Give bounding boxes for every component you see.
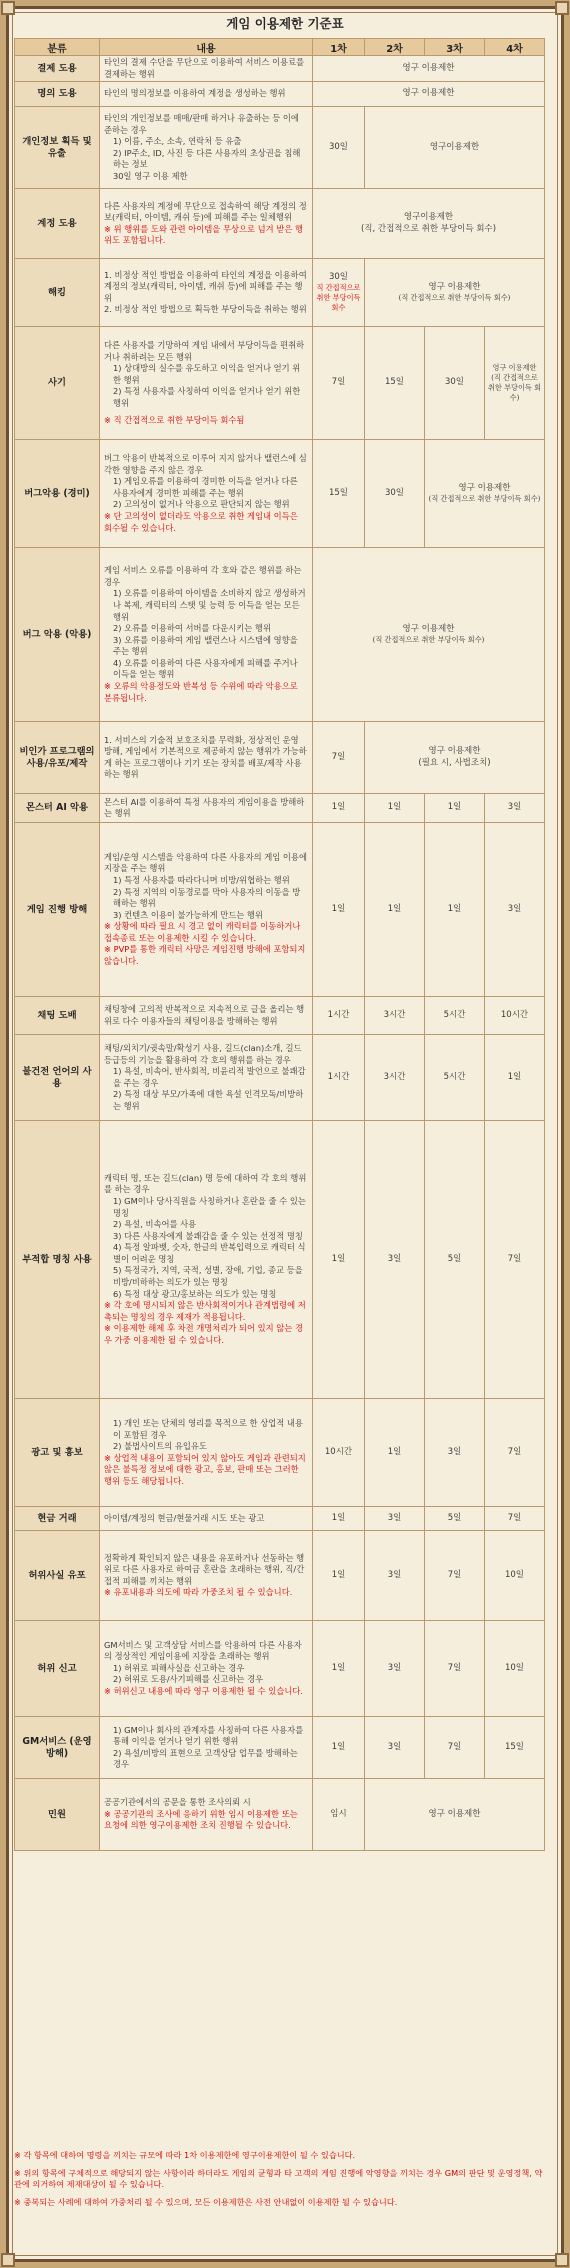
penalty-2nd: 3일 bbox=[365, 1621, 425, 1717]
penalty-3rd: 1일 bbox=[425, 823, 485, 997]
penalty-rest: 영구이용제한 bbox=[365, 107, 545, 189]
penalty-rest: 영구 이용제한 bbox=[365, 1779, 545, 1851]
table-row bbox=[15, 1621, 545, 1717]
penalty-4th: 7일 bbox=[485, 1399, 545, 1507]
penalty-4th: 7일 bbox=[485, 1121, 545, 1399]
row-category: 개인정보 획득 및 유출 bbox=[15, 107, 100, 189]
penalty-1st: 1일 bbox=[313, 1621, 365, 1717]
row-category: 허위 신고 bbox=[15, 1621, 100, 1717]
penalty-2nd: 3일 bbox=[365, 1121, 425, 1399]
row-category: 게임 진행 방해 bbox=[15, 823, 100, 997]
row-description: 게임/운영 시스템을 악용하여 다른 사용자의 게임 이용에 지장을 주는 행위 1) 특정 사용자를 따라다니며 비방/위협하는 행위 2) 특정 지역의 이동경로를 막아 사용자의 이동을 방해하는 행위 3) 컨텐츠 이용이 불가능하게 만드는 행위 ※ 상황에 따라 필요 시 경고 없이 캐릭터를 이동하거나 접속종료 또는 이용제한 시킬 수 있습니다. ※ PVP를 통한 캐릭터 사망은 게임진행 방해에 포함되지 않습니다. bbox=[100, 823, 313, 997]
row-description: 버그 악용이 반복적으로 이루어 지지 않거나 밸런스에 심각한 영향을 주지 않은 경우 1) 게임오류를 이용하여 경미한 이득을 얻거나 다른 사용자에게 경미한 피해를 주는 행위 2) 고의성이 없거나 악용으로 판단되지 않는 행위 ※ 단 고의성이 없더라도 악용으로 취한 게임내 이득은 회수될 수 있습니다. bbox=[100, 440, 313, 548]
penalty-4th: 10일 bbox=[485, 1621, 545, 1717]
penalty-1st: 10시간 bbox=[313, 1399, 365, 1507]
row-description: 타인의 명의정보를 이용하여 계정을 생성하는 행위 bbox=[100, 82, 313, 107]
penalty-4th: 3일 bbox=[485, 823, 545, 997]
header-4th: 4차 bbox=[485, 39, 545, 56]
row-category: 명의 도용 bbox=[15, 82, 100, 107]
penalty-3rd: 5시간 bbox=[425, 997, 485, 1035]
row-description: 채팅/외치기/귓속말/확성기 사용, 길드(clan)소개, 길드등급등의 기능을 활용하여 각 호의 행위를 하는 경우 1) 욕설, 비속어, 반사회적, 비윤리적 발언으로 불쾌감을 주는 경우 2) 특정 대상 부모/가족에 대한 욕설 인격모독/비방하는 행위 bbox=[100, 1035, 313, 1121]
penalty-3rd: 30일 bbox=[425, 327, 485, 440]
table-row bbox=[15, 1035, 545, 1121]
row-category: 버그 악용 (악용) bbox=[15, 548, 100, 722]
row-description: GM서비스 및 고객상담 서비스를 악용하여 다른 사용자의 정상적인 게임이용에 지장을 초래하는 행위 1) 허위로 피해사실을 신고하는 경우 2) 허위로 도용/사기피해를 신고하는 경우 ※ 허위신고 내용에 따라 영구 이용제한 될 수 있습니다. bbox=[100, 1621, 313, 1717]
table-row bbox=[15, 440, 545, 548]
page-title: 게임 이용제한 기준표 bbox=[226, 16, 344, 31]
row-category: 사기 bbox=[15, 327, 100, 440]
penalty-1st: 1일 bbox=[313, 823, 365, 997]
penalty-2nd: 3일 bbox=[365, 1507, 425, 1531]
row-category: 부적합 명칭 사용 bbox=[15, 1121, 100, 1399]
penalty-1st: 1일 bbox=[313, 1717, 365, 1779]
row-description: 다른 사용자를 기망하여 게임 내에서 부당이득을 편취하거나 취하려는 모든 행위 1) 상대방의 실수를 유도하고 이익을 얻거나 얻기 위한 행위 2) 특정 사용자를 사칭하여 이익을 얻거나 얻기 위한 행위 ※ 직 간접적으로 취한 부당이득 회수됨 bbox=[100, 327, 313, 440]
row-category: 광고 및 홍보 bbox=[15, 1399, 100, 1507]
row-description: 아이템/계정의 현금/현물거래 시도 또는 광고 bbox=[100, 1507, 313, 1531]
penalty-1st: 30일 bbox=[313, 107, 365, 189]
penalty-1st: 임시 bbox=[313, 1779, 365, 1851]
restriction-table bbox=[14, 38, 545, 1851]
row-category: 불건전 언어의 사용 bbox=[15, 1035, 100, 1121]
penalty-rest: 영구 이용제한 (직 간접적으로 취한 부당이득 회수) bbox=[425, 440, 545, 548]
row-description: 정확하게 확인되지 않은 내용을 유포하거나 선동하는 행위로 다른 사용자로 하여금 혼란을 초래하는 행위, 직/간접적 피해를 끼치는 행위 ※ 유포내용과 의도에 따라 가중조치 될 수 있습니다. bbox=[100, 1531, 313, 1621]
penalty-1st: 7일 bbox=[313, 722, 365, 794]
row-category: GM서비스 (운영방해) bbox=[15, 1717, 100, 1779]
penalty-3rd: 5일 bbox=[425, 1507, 485, 1531]
penalty-3rd: 1일 bbox=[425, 794, 485, 823]
row-category: 비인가 프로그램의 사용/유포/제작 bbox=[15, 722, 100, 794]
penalty-4th: 10시간 bbox=[485, 997, 545, 1035]
row-category: 허위사실 유포 bbox=[15, 1531, 100, 1621]
penalty-3rd: 5시간 bbox=[425, 1035, 485, 1121]
penalty-2nd: 30일 bbox=[365, 440, 425, 548]
table-row bbox=[15, 823, 545, 997]
header-3rd: 3차 bbox=[425, 39, 485, 56]
row-description: 게임 서비스 오류를 이용하여 각 호와 같은 행위를 하는 경우 1) 오류를 이용하여 아이템을 소비하지 않고 생성하거나 복제, 캐릭터의 스탯 및 능력 등 이득을 얻는 모든 행위 2) 오류를 이용하여 서버를 다운시키는 행위 3) 오류를 이용하여 게임 밸런스나 시스템에 영향을 주는 행위 4) 오류를 이용하여 다른 사용자에게 피해를 주거나 이득을 얻는 행위 ※ 오류의 악용정도와 반복성 등 수위에 따라 악용으로 분류됩니다. bbox=[100, 548, 313, 722]
penalty-2nd: 1일 bbox=[365, 794, 425, 823]
table-row bbox=[15, 189, 545, 259]
row-description: 타인의 개인정보를 매매/판매 하거나 유출하는 등 이에 준하는 경우 1) 이름, 주소, 소속, 연락처 등 유출 2) IP주소, ID, 사진 등 다른 사용자의 초상권을 침해하는 정보 30일 영구 이용 제한 bbox=[100, 107, 313, 189]
penalty-1st: 1일 bbox=[313, 1531, 365, 1621]
penalty-3rd: 7일 bbox=[425, 1717, 485, 1779]
penalty-1st: 1시간 bbox=[313, 997, 365, 1035]
table-row bbox=[15, 327, 545, 440]
table-header-row bbox=[15, 39, 545, 56]
row-category: 결제 도용 bbox=[15, 56, 100, 82]
row-description: 몬스터 AI를 이용하여 특정 사용자의 게임이용을 방해하는 행위 bbox=[100, 794, 313, 823]
penalty-2nd: 3시간 bbox=[365, 1035, 425, 1121]
penalty-2nd: 1일 bbox=[365, 823, 425, 997]
penalty-1st: 30일 직 간접적으로 취한 부당이득 회수 bbox=[313, 259, 365, 327]
table-row bbox=[15, 1507, 545, 1531]
row-description: 캐릭터 명, 또는 길드(clan) 명 등에 대하여 각 호의 행위를 하는 경우 1) GM이나 당사직원을 사칭하거나 혼란을 줄 수 있는 명칭 2) 욕설, 비속어를 사용 3) 다른 사용자에게 불쾌감을 줄 수 있는 선정적 명칭 4) 특정 알파벳, 숫자, 한글의 반복입력으로 캐릭터 식별이 어려운 명칭 5) 특정국가, 지역, 국적, 성별, 장애, 기업, 종교 등을 비방/비하하는 의도가 있는 명칭 6) 특정 대상 광고/홍보하는 의도가 있는 명칭 ※ 각 호에 명시되지 않은 반사회적이거나 관계법령에 저촉되는 명칭의 경우 제재가 적용됩니다. ※ 이용제한 해제 후 차전 개명처리가 되어 있지 않는 경우 가중 이용제한 될 수 있습니다. bbox=[100, 1121, 313, 1399]
table-row bbox=[15, 82, 545, 107]
header-category: 분류 bbox=[15, 39, 100, 56]
row-category: 현금 거래 bbox=[15, 1507, 100, 1531]
penalty-4th: 7일 bbox=[485, 1507, 545, 1531]
penalty-3rd: 3일 bbox=[425, 1399, 485, 1507]
row-category: 채팅 도배 bbox=[15, 997, 100, 1035]
penalty-rest: 영구 이용제한 (필요 시, 사법조치) bbox=[365, 722, 545, 794]
corner-ornament bbox=[555, 2253, 569, 2267]
footnote: ※ 각 항목에 대하여 명령을 끼치는 규모에 따라 1차 이용제한에 영구이용제한이 될 수 있습니다. bbox=[14, 2150, 356, 2160]
penalty-1st: 1일 bbox=[313, 794, 365, 823]
penalty-2nd: 3시간 bbox=[365, 997, 425, 1035]
penalty-cell: 영구 이용제한 bbox=[313, 82, 545, 107]
penalty-1st: 1일 bbox=[313, 1121, 365, 1399]
penalty-1st: 1시간 bbox=[313, 1035, 365, 1121]
table-row bbox=[15, 1399, 545, 1507]
penalty-2nd: 3일 bbox=[365, 1717, 425, 1779]
header-2nd: 2차 bbox=[365, 39, 425, 56]
table-row bbox=[15, 259, 545, 327]
penalty-3rd: 7일 bbox=[425, 1621, 485, 1717]
row-description: 1. 비정상 적인 방법을 이용하여 타인의 계정을 이용하여 계정의 정보(캐릭터, 아이템, 캐쉬 등)에 피해를 주는 행위 2. 비정상 적인 방법으로 획득한 부당이득을 취하는 행위 bbox=[100, 259, 313, 327]
corner-ornament bbox=[1, 2253, 15, 2267]
table-row bbox=[15, 722, 545, 794]
row-category: 민원 bbox=[15, 1779, 100, 1851]
penalty-3rd: 5일 bbox=[425, 1121, 485, 1399]
penalty-1st: 1일 bbox=[313, 1507, 365, 1531]
table-row bbox=[15, 107, 545, 189]
penalty-cell: 영구이용제한 (직, 간접적으로 취한 부당이득 회수) bbox=[313, 189, 545, 259]
table-row bbox=[15, 1531, 545, 1621]
penalty-4th: 영구 이용제한 (직 간접적으로 취한 부당이득 회수) bbox=[485, 327, 545, 440]
row-description: 1) 개인 또는 단체의 영리를 목적으로 한 상업적 내용이 포함된 경우 2) 불법사이트의 유입유도 ※ 상업적 내용이 포함되어 있지 않아도 게임과 관련되지 않은 불특정 정보에 대한 광고, 홍보, 판매 또는 그러한 행위 등도 해당됩니다. bbox=[100, 1399, 313, 1507]
penalty-cell: 영구 이용제한 bbox=[313, 56, 545, 82]
row-description: 채팅창에 고의적 반복적으로 지속적으로 글을 올리는 행위로 다수 이용자들의 채팅이용을 방해하는 행위 bbox=[100, 997, 313, 1035]
corner-ornament bbox=[555, 1, 569, 15]
table-row bbox=[15, 997, 545, 1035]
penalty-cell: 영구 이용제한 (직 간접적으로 취한 부당이득 회수) bbox=[313, 548, 545, 722]
footnote: ※ 위의 항목에 구체적으로 해당되지 않는 사항이라 하더라도 게임의 균형과 타 고객의 게임 진행에 악영향을 끼치는 경우 GM의 판단 및 운영정책, 약관에 의거하여 제재대상이 될 수 있습니다. bbox=[14, 2167, 543, 2189]
row-category: 계정 도용 bbox=[15, 189, 100, 259]
table-row bbox=[15, 548, 545, 722]
header-content: 내용 bbox=[100, 39, 313, 56]
table-row bbox=[15, 794, 545, 823]
penalty-4th: 15일 bbox=[485, 1717, 545, 1779]
penalty-1st: 7일 bbox=[313, 327, 365, 440]
penalty-4th: 3일 bbox=[485, 794, 545, 823]
footnote: ※ 중복되는 사례에 대하여 가중처리 될 수 있으며, 모든 이용제한은 사전 안내없이 이용제한 될 수 있습니다. bbox=[14, 2196, 398, 2207]
header-1st: 1차 bbox=[313, 39, 365, 56]
row-description: 다른 사용자의 계정에 무단으로 접속하여 해당 계정의 정보(캐릭터, 아이템, 캐쉬 등)에 피해를 주는 일체행위 ※ 위 행위를 도와 관련 아이템을 무상으로 넘겨 받은 행위도 포함됩니다. bbox=[100, 189, 313, 259]
table-row bbox=[15, 1121, 545, 1399]
table-row bbox=[15, 1717, 545, 1779]
penalty-3rd: 7일 bbox=[425, 1531, 485, 1621]
row-description: 1. 서비스의 기술적 보호조치를 무력화, 정상적인 운영 방해, 게임에서 기본적으로 제공하지 않는 행위가 가능하게 하는 프로그램이나 기기 또는 장치를 배포/제작 사용하는 행위 bbox=[100, 722, 313, 794]
row-description: 타인의 결제 수단을 무단으로 이용하여 서비스 이용료를 결제하는 행위 bbox=[100, 56, 313, 82]
row-description: 공공기관에서의 공문을 통한 조사의뢰 시 ※ 공공기관의 조사에 응하기 위한 임시 이용제한 또는 요청에 의한 영구이용제한 조치 진행될 수 있습니다. bbox=[100, 1779, 313, 1851]
penalty-4th: 10일 bbox=[485, 1531, 545, 1621]
penalty-rest: 영구 이용제한 (직 간접적으로 취한 부당이득 회수) bbox=[365, 259, 545, 327]
footnotes bbox=[14, 2150, 546, 2214]
row-category: 몬스터 AI 악용 bbox=[15, 794, 100, 823]
row-description: 1) GM이나 회사의 관계자를 사칭하여 다른 사용자를 통해 이익을 얻거나 얻기 위한 행위 2) 욕설/비방의 표현으로 고객상담 업무를 방해하는 경우 bbox=[100, 1717, 313, 1779]
penalty-2nd: 15일 bbox=[365, 327, 425, 440]
penalty-4th: 1일 bbox=[485, 1035, 545, 1121]
row-category: 해킹 bbox=[15, 259, 100, 327]
penalty-1st: 15일 bbox=[313, 440, 365, 548]
penalty-2nd: 3일 bbox=[365, 1531, 425, 1621]
table-row bbox=[15, 1779, 545, 1851]
corner-ornament bbox=[1, 1, 15, 15]
penalty-2nd: 1일 bbox=[365, 1399, 425, 1507]
row-category: 버그악용 (경미) bbox=[15, 440, 100, 548]
table-row bbox=[15, 56, 545, 82]
